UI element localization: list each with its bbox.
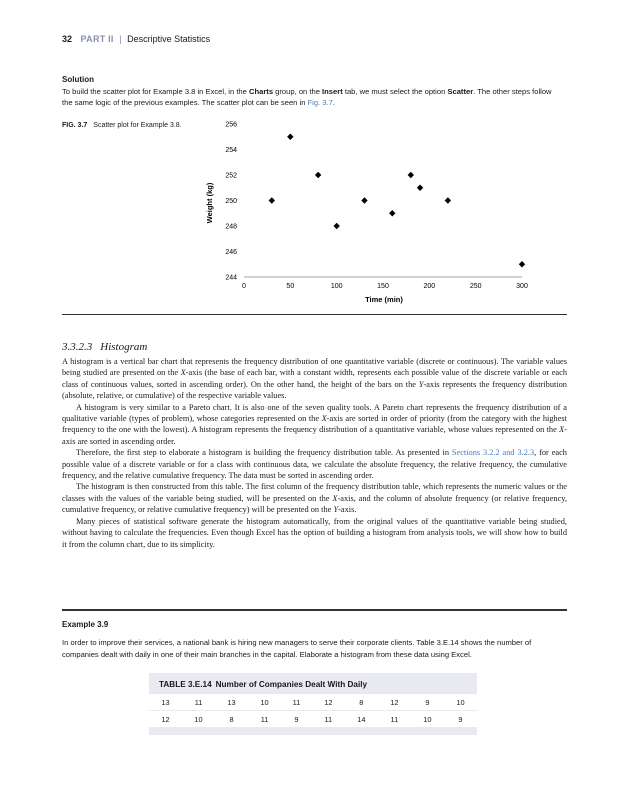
section-heading-title: Histogram xyxy=(100,341,148,353)
paragraph: Therefore, the first step to elaborate a histogram is building the frequency distribution table. As presented in Sections 3.2.2 and 3.2.3, for each possible value of a discrete variable or for a class with continuous data, we calculate the absolute frequency, the relative frequency, the cumulative frequency, and the relative cumulative frequency. The data must be sorted in ascending order. xyxy=(62,448,567,481)
example-title: Example 3.9 xyxy=(62,620,109,629)
figure-divider xyxy=(62,314,567,315)
solution-block xyxy=(62,74,562,109)
paragraph: A histogram is a vertical bar chart that represents the frequency distribution of one quantitative variable (discrete or continuous). The variable values being studied are presented on the X-axis (the base of each bar, with a constant width, represents each possible value of the discrete variable or each class of continuous values, sorted in ascending order). On the other hand, the height of the bars on the Y-axis represents the frequency distribution (absolute, relative, or cumulative) of the respective variable values. xyxy=(62,357,567,401)
page-number: 32 xyxy=(62,34,73,44)
example-text: In order to improve their services, a national bank is hiring new managers to serve their corporate clients. Table 3.E.14 shows the number of companies dealt with daily in one of their main branches in the capital. Elaborate a histogram from these data using Excel. xyxy=(62,638,532,659)
table-cell: 9 xyxy=(281,711,312,728)
table-cell: 9 xyxy=(411,694,444,711)
data-point xyxy=(408,172,414,178)
table-caption xyxy=(159,680,367,689)
table-cell: 11 xyxy=(378,711,411,728)
example-block xyxy=(62,620,567,660)
section-number: 3.3.2.3 xyxy=(62,341,93,353)
table-cell: 10 xyxy=(411,711,444,728)
table-cell: 8 xyxy=(215,711,248,728)
table-cell: 11 xyxy=(182,694,215,711)
table-cell: 10 xyxy=(248,694,281,711)
table-cell: 13 xyxy=(215,694,248,711)
table-cell: 14 xyxy=(345,711,378,728)
part-label: PART xyxy=(80,34,106,44)
figure-caption xyxy=(62,122,182,129)
x-tick-label: 200 xyxy=(423,283,436,290)
table-grid xyxy=(149,694,477,728)
table-cell: 13 xyxy=(149,694,182,711)
x-axis-label: Time (min) xyxy=(365,295,403,304)
paragraph: Many pieces of statistical software generate the histogram automatically, from the original values of the quantitative variable being studied, without having to calculate the frequencies. Even though Excel has the option of building a histogram from analysis tools, we will show how to build it from the column chart, due to its simplicity. xyxy=(62,516,567,549)
section-title: Descriptive Statistics xyxy=(127,34,211,44)
x-tick-label: 150 xyxy=(377,283,389,290)
x-tick-label: 50 xyxy=(286,283,295,290)
solution-heading: Solution xyxy=(62,75,94,84)
body-text xyxy=(62,356,567,550)
x-tick-label: 300 xyxy=(516,283,528,290)
table-row xyxy=(149,711,477,728)
data-point xyxy=(389,210,395,216)
part-number: II xyxy=(108,34,114,44)
table-cell: 8 xyxy=(345,694,378,711)
data-point xyxy=(333,223,339,229)
figure-link[interactable]: Fig. 3.7 xyxy=(307,98,333,107)
example-divider xyxy=(62,609,567,611)
data-point xyxy=(417,185,423,191)
paragraph: A histogram is very similar to a Pareto chart. It is also one of the seven quality tools. A Pareto chart represents the frequency distribution of a qualitative variable (types of problem), whose categories represented on the X-axis are sorted in order of priority (from the category with the highest frequency to the one with the lowest). A histogram represents the frequency distribution of a quantitative variable, whose values represented on the X-axis are sorted in ascending order. xyxy=(62,402,567,446)
sections-link[interactable]: Sections 3.2.2 and 3.2.3 xyxy=(451,448,535,458)
y-tick-label: 252 xyxy=(225,172,237,180)
running-head xyxy=(62,34,210,44)
table-cell: 12 xyxy=(378,694,411,711)
table-label: TABLE 3.E.14 xyxy=(159,680,212,689)
scatter-chart xyxy=(200,118,545,308)
data-point xyxy=(315,172,321,178)
x-tick-label: 0 xyxy=(242,283,246,290)
table-cell: 11 xyxy=(312,711,345,728)
y-tick-label: 244 xyxy=(225,274,237,282)
figure-label: FIG. 3.7 xyxy=(62,122,88,129)
table-title: Number of Companies Dealt With Daily xyxy=(215,680,368,689)
y-tick-label: 254 xyxy=(225,147,237,154)
table-cell: 12 xyxy=(312,694,345,711)
paragraph: The histogram is then constructed from this table. The first column of the frequency distribution table, which represents the numeric values or the classes with the values of the variable being studied, will be presented on the X-axis, and the column of absolute frequency (or relative frequency, cumulative frequency, or relative cumulative frequency) will be presented on the Y-axis. xyxy=(62,482,567,515)
y-axis-label: Weight (kg) xyxy=(205,182,214,224)
y-tick-label: 256 xyxy=(225,121,237,129)
data-point xyxy=(287,134,293,140)
data-point xyxy=(269,197,275,203)
table-cell: 10 xyxy=(444,694,477,711)
table-footer-band xyxy=(149,727,477,735)
data-point xyxy=(445,197,451,203)
table-cell: 11 xyxy=(281,694,312,711)
y-tick-label: 250 xyxy=(225,198,237,205)
x-tick-label: 250 xyxy=(469,283,482,290)
figure-caption-text: Scatter plot for Example 3.8. xyxy=(93,122,182,129)
table-row xyxy=(149,694,477,711)
table-cell: 10 xyxy=(182,711,215,728)
y-tick-label: 246 xyxy=(225,249,237,256)
data-point xyxy=(519,261,525,267)
solution-text: To build the scatter plot for Example 3.8 in Excel, in the Charts group, on the Insert tab, we must select the option Scatter. The other steps follow the same logic of the previous examples. The scatter plot can be seen in Fig. 3.7. xyxy=(62,86,552,107)
table-cell: 11 xyxy=(248,711,281,728)
data-table xyxy=(149,673,477,735)
x-tick-label: 100 xyxy=(330,283,343,290)
section-heading xyxy=(62,341,147,353)
y-tick-label: 248 xyxy=(225,223,237,231)
table-cell: 9 xyxy=(444,711,477,728)
table-cell: 12 xyxy=(149,711,182,728)
data-point xyxy=(361,197,367,203)
header-separator: | xyxy=(119,34,122,44)
